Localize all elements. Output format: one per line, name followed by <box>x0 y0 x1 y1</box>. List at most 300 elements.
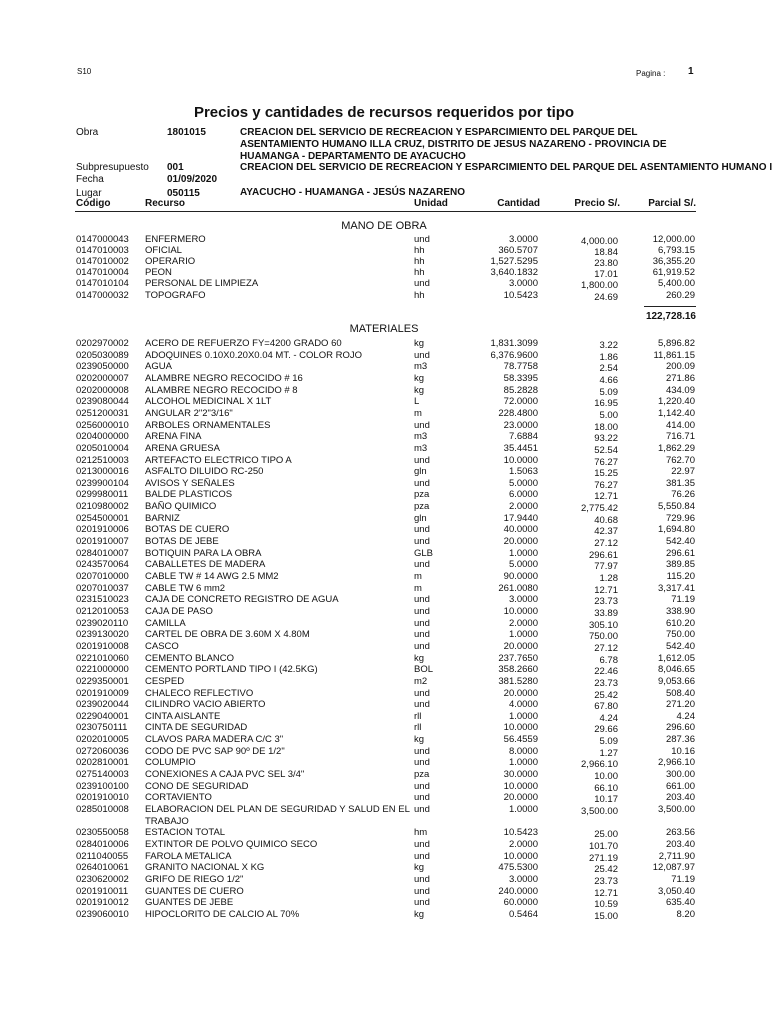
table-row <box>0 897 768 911</box>
resource-price: 24.69 <box>594 291 618 303</box>
resource-price: 33.89 <box>594 607 618 619</box>
resource-quantity: 90.0000 <box>503 571 538 582</box>
resource-code: 0264010061 <box>76 862 129 874</box>
resource-price: 2,775.42 <box>581 503 618 515</box>
resource-code: 0221000000 <box>76 664 129 676</box>
resource-code: 0205010004 <box>76 442 129 454</box>
resource-code: 0147010004 <box>76 267 129 279</box>
resource-price: 23.73 <box>594 596 618 608</box>
resource-unit: m3 <box>414 442 428 454</box>
resource-name: ELABORACION DEL PLAN DE SEGURIDAD Y SALUD EN EL <box>145 804 410 815</box>
table-row <box>0 524 768 538</box>
resource-price: 305.10 <box>588 619 618 631</box>
resource-partial: 200.09 <box>665 361 695 373</box>
resource-quantity: 10.5423 <box>503 827 538 839</box>
resource-price: 6.78 <box>599 654 618 666</box>
resource-name: TOPOGRAFO <box>145 289 206 301</box>
resource-name: TRABAJO <box>145 815 189 827</box>
resource-code: 0211040055 <box>76 850 129 862</box>
resource-name: CLAVOS PARA MADERA C/C 3" <box>145 734 284 746</box>
resource-quantity: 10.0000 <box>503 454 538 466</box>
resource-name: CEMENTO BLANCO <box>145 652 235 664</box>
table-row <box>0 583 768 594</box>
resource-quantity: 228.4800 <box>498 407 538 419</box>
section-title-materiales: MATERIALES <box>349 323 419 335</box>
table-row <box>0 757 768 771</box>
resource-partial: 76.26 <box>671 489 695 501</box>
resource-partial: 12,000.00 <box>652 234 695 245</box>
fecha-value: 01/09/2020 <box>167 174 218 185</box>
resource-partial: 287.36 <box>665 734 695 746</box>
resource-unit: und <box>414 885 430 897</box>
resource-name: CASCO <box>145 640 179 652</box>
resource-quantity: 20.0000 <box>503 792 538 804</box>
section-title-mano-de-obra: MANO DE OBRA <box>341 220 427 232</box>
resource-quantity: 7.6884 <box>508 431 538 443</box>
resource-name: ALCOHOL MEDICINAL X 1LT <box>145 396 272 408</box>
resource-partial: 8.20 <box>676 908 695 920</box>
resource-quantity: 72.0000 <box>503 396 538 408</box>
resource-unit: gln <box>414 512 427 524</box>
table-row <box>0 629 768 643</box>
resource-name: CAJA DE PASO <box>145 605 213 617</box>
table-row <box>0 641 768 652</box>
resource-unit: und <box>414 897 430 909</box>
resource-code: 0230550058 <box>76 827 129 839</box>
resource-price: 10.00 <box>594 771 618 783</box>
resource-price: 40.68 <box>594 514 618 526</box>
table-row <box>0 862 768 876</box>
resource-name: BAÑO QUIMICO <box>145 501 217 513</box>
table-row <box>0 431 768 445</box>
table-row <box>0 886 768 897</box>
resource-partial: 22.97 <box>671 466 695 478</box>
resource-quantity: 1,831.3099 <box>490 338 538 349</box>
resource-name: ACERO DE REFUERZO FY=4200 GRADO 60 <box>145 338 342 349</box>
resource-unit: pza <box>414 501 430 513</box>
table-row <box>0 350 768 361</box>
resource-price: 25.00 <box>594 829 618 841</box>
table-row <box>0 443 768 454</box>
resource-price: 5.09 <box>599 386 618 398</box>
resource-name: BALDE PLASTICOS <box>145 489 233 501</box>
resource-code: 0205030089 <box>76 349 129 361</box>
resource-price: 296.61 <box>588 549 618 561</box>
column-header-partial: Parcial S/. <box>648 198 696 209</box>
table-row <box>0 290 768 301</box>
table-row <box>0 664 768 678</box>
resource-unit: und <box>414 687 430 699</box>
resource-quantity: 2.0000 <box>508 617 538 629</box>
subpresupuesto-label: Subpresupuesto <box>76 162 149 173</box>
table-row <box>0 278 768 292</box>
resource-quantity: 56.4559 <box>503 734 538 746</box>
table-row <box>0 478 768 489</box>
resource-name: EXTINTOR DE POLVO QUIMICO SECO <box>145 838 318 850</box>
resource-code: 0239020110 <box>76 617 129 629</box>
resource-code: 0239130020 <box>76 629 129 641</box>
resource-partial: 6,793.15 <box>658 245 695 257</box>
resource-name: ARTEFACTO ELECTRICO TIPO A <box>145 454 292 466</box>
resource-code: 0210980002 <box>76 501 129 513</box>
resource-unit: rll <box>414 722 422 734</box>
resource-unit: und <box>414 349 430 361</box>
table-row <box>0 513 768 524</box>
table-row <box>0 361 768 375</box>
resource-code: 0285010008 <box>76 804 129 815</box>
resource-code: 0251200031 <box>76 407 129 419</box>
obra-label: Obra <box>76 127 99 138</box>
resource-unit: und <box>414 780 430 792</box>
resource-quantity: 381.5280 <box>498 675 538 687</box>
resource-code: 0284010006 <box>76 838 129 850</box>
resource-partial: 542.40 <box>665 640 695 652</box>
resource-unit: m <box>414 582 422 594</box>
resource-code: 0201910006 <box>76 524 129 536</box>
table-row <box>0 816 768 827</box>
resource-quantity: 20.0000 <box>503 687 538 699</box>
resource-code: 0239060010 <box>76 908 129 920</box>
resource-code: 0201910007 <box>76 536 129 548</box>
resource-quantity: 6.0000 <box>508 489 538 501</box>
resource-quantity: 6,376.9600 <box>490 349 538 361</box>
resource-code: 0239080044 <box>76 396 129 408</box>
resource-code: 0256000010 <box>76 419 129 431</box>
resource-code: 0272060036 <box>76 745 129 757</box>
resource-unit: und <box>414 617 430 629</box>
table-row <box>0 466 768 480</box>
resource-partial: 610.20 <box>665 617 695 629</box>
resource-quantity: 78.7758 <box>503 361 538 373</box>
resource-unit: kg <box>414 908 425 920</box>
resource-name: CINTA AISLANTE <box>145 710 221 722</box>
resource-partial: 729.96 <box>665 512 695 524</box>
resource-code: 0201910009 <box>76 687 129 699</box>
resource-unit: hh <box>414 245 425 257</box>
resource-price: 76.27 <box>594 479 618 491</box>
subtotal-divider <box>644 306 696 307</box>
table-row <box>0 245 768 259</box>
resource-price: 27.12 <box>594 538 618 550</box>
resource-price: 23.80 <box>594 258 618 270</box>
resource-partial: 1,862.29 <box>658 442 695 454</box>
resource-name: CHALECO REFLECTIVO <box>145 687 254 699</box>
resource-unit: m <box>414 571 422 582</box>
resource-quantity: 3.0000 <box>508 278 538 290</box>
header-divider <box>75 211 696 212</box>
resource-code: 0207010037 <box>76 582 129 594</box>
resource-price: 4,000.00 <box>581 236 618 247</box>
table-row <box>0 267 768 281</box>
resource-quantity: 3.0000 <box>508 234 538 245</box>
resource-name: GUANTES DE JEBE <box>145 897 234 909</box>
resource-name: ADOQUINES 0.10X0.20X0.04 MT. - COLOR ROJO <box>145 349 362 361</box>
resource-partial: 260.29 <box>665 289 695 301</box>
resource-partial: 296.60 <box>665 722 695 734</box>
resource-partial: 300.00 <box>665 769 695 781</box>
resource-price: 18.00 <box>594 421 618 433</box>
resource-partial: 434.09 <box>665 384 695 396</box>
column-header-unit: Unidad <box>414 198 448 209</box>
resource-quantity: 2.0000 <box>508 838 538 850</box>
resource-quantity: 3.0000 <box>508 594 538 606</box>
resource-code: 0201910008 <box>76 640 129 652</box>
subpresupuesto-code: 001 <box>167 162 184 173</box>
resource-code: 0202000007 <box>76 372 129 384</box>
resource-unit: kg <box>414 734 425 746</box>
resource-partial: 3,500.00 <box>658 804 695 815</box>
resource-code: 0207010000 <box>76 571 129 582</box>
resource-quantity: 3.0000 <box>508 873 538 885</box>
resource-partial: 271.86 <box>665 372 695 384</box>
resource-partial: 263.56 <box>665 827 695 839</box>
resource-code: 0201910012 <box>76 897 129 909</box>
resource-partial: 1,142.40 <box>658 407 695 419</box>
resource-price: 27.12 <box>594 642 618 654</box>
resource-unit: und <box>414 605 430 617</box>
resource-quantity: 8.0000 <box>508 745 538 757</box>
resource-price: 22.46 <box>594 666 618 678</box>
resource-name: OFICIAL <box>145 245 182 257</box>
resource-code: 0202810001 <box>76 757 129 769</box>
resource-quantity: 1,527.5295 <box>490 256 538 268</box>
resource-unit: kg <box>414 338 425 349</box>
resource-quantity: 60.0000 <box>503 897 538 909</box>
resource-unit: und <box>414 234 430 245</box>
resource-code: 0202970002 <box>76 338 129 349</box>
resource-quantity: 1.0000 <box>508 757 538 769</box>
table-row <box>0 338 768 349</box>
resource-name: CEMENTO PORTLAND TIPO I (42.5KG) <box>145 664 318 676</box>
table-row <box>0 676 768 687</box>
resource-name: GRANITO NACIONAL X KG <box>145 862 265 874</box>
resource-code: 0239900104 <box>76 477 129 489</box>
table-row <box>0 699 768 713</box>
resource-name: CODO DE PVC SAP 90º DE 1/2" <box>145 745 285 757</box>
resource-price: 271.19 <box>588 852 618 864</box>
resource-name: OPERARIO <box>145 256 196 268</box>
resource-partial: 8,046.65 <box>658 664 695 676</box>
table-row <box>0 792 768 806</box>
table-row <box>0 455 768 466</box>
resource-quantity: 475.5300 <box>498 862 538 874</box>
mano-de-obra-subtotal: 122,728.16 <box>645 311 696 322</box>
column-header-price: Precio S/. <box>574 198 620 209</box>
resource-price: 1.28 <box>599 573 618 584</box>
resource-price: 12.71 <box>594 584 618 596</box>
page-title: Precios y cantidades de recursos requeridos por tipo <box>193 104 575 121</box>
resource-name: PEON <box>145 267 172 279</box>
resource-unit: kg <box>414 652 425 664</box>
resource-code: 0284010007 <box>76 547 129 559</box>
resource-quantity: 10.0000 <box>503 780 538 792</box>
resource-code: 0204000000 <box>76 431 129 443</box>
obra-code: 1801015 <box>167 127 206 138</box>
resource-partial: 762.70 <box>665 454 695 466</box>
resource-code: 0201910011 <box>76 885 129 897</box>
resource-unit: und <box>414 454 430 466</box>
resource-price: 10.59 <box>594 899 618 911</box>
resource-code: 0201910010 <box>76 792 129 804</box>
table-row <box>0 536 768 550</box>
resource-partial: 36,355.20 <box>652 256 695 268</box>
resource-partial: 12,087.97 <box>652 862 695 874</box>
table-row <box>0 909 768 920</box>
resource-price: 3.22 <box>599 340 618 351</box>
lugar-label: Lugar <box>76 188 102 199</box>
obra-description: CREACION DEL SERVICIO DE RECREACION Y ESPARCIMIENTO DEL PARQUE DEL ASENTAMIENTO HUMANO ILLA CRUZ, DISTRITO DE JESUS NAZARENO - PROVINCIA DE HUAMANGA - DEPARTAMENTO DE AYACUCHO <box>240 127 667 162</box>
resource-code: 0212510003 <box>76 454 129 466</box>
resource-unit: pza <box>414 769 430 781</box>
resource-quantity: 30.0000 <box>503 769 538 781</box>
resource-name: BOTAS DE JEBE <box>145 536 219 548</box>
resource-name: CILINDRO VACIO ABIERTO <box>145 699 266 711</box>
report-code: S10 <box>77 67 92 76</box>
table-row <box>0 408 768 419</box>
resource-code: 0229350001 <box>76 675 129 687</box>
resource-quantity: 5.0000 <box>508 559 538 571</box>
table-row <box>0 606 768 617</box>
resource-partial: 1,612.05 <box>658 652 695 664</box>
resource-partial: 4.24 <box>676 710 695 722</box>
resource-code: 0239100100 <box>76 780 129 792</box>
resource-price: 4.24 <box>599 712 618 724</box>
table-row <box>0 571 768 582</box>
table-row <box>0 851 768 862</box>
table-row <box>0 256 768 270</box>
page-label: Pagina : <box>636 69 666 78</box>
resource-price: 18.84 <box>594 247 618 259</box>
resource-price: 12.71 <box>594 491 618 503</box>
resource-unit: GLB <box>414 547 434 559</box>
table-row <box>0 373 768 384</box>
resource-code: 0213000016 <box>76 466 129 478</box>
resource-partial: 296.61 <box>665 547 695 559</box>
resource-name: CAMILLA <box>145 617 186 629</box>
resource-price: 15.25 <box>594 468 618 480</box>
table-row <box>0 594 768 608</box>
resource-code: 0230620002 <box>76 873 129 885</box>
resource-unit: kg <box>414 862 425 874</box>
resource-partial: 11,861.15 <box>653 349 695 361</box>
resource-name: CORTAVIENTO <box>145 792 212 804</box>
resource-unit: und <box>414 640 430 652</box>
resource-code: 0239020044 <box>76 699 129 711</box>
resource-partial: 338.90 <box>665 605 695 617</box>
resource-quantity: 240.0000 <box>498 885 538 897</box>
resource-unit: m3 <box>414 431 428 443</box>
table-row <box>0 722 768 736</box>
resource-partial: 271.20 <box>665 699 695 711</box>
resource-unit: und <box>414 536 430 548</box>
resource-code: 0299980011 <box>76 489 129 501</box>
resource-name: ESTACION TOTAL <box>145 827 226 839</box>
resource-price: 15.00 <box>594 910 618 922</box>
resource-partial: 414.00 <box>665 419 695 431</box>
resource-name: AVISOS Y SEÑALES <box>145 477 235 489</box>
resource-quantity: 40.0000 <box>503 524 538 536</box>
resource-price: 101.70 <box>588 840 618 852</box>
resource-unit: kg <box>414 384 425 396</box>
resource-price: 25.42 <box>594 689 618 701</box>
resource-price: 93.22 <box>594 433 618 445</box>
resource-quantity: 1.0000 <box>508 547 538 559</box>
resource-partial: 389.85 <box>665 559 695 571</box>
resource-unit: hh <box>414 267 425 279</box>
resource-partial: 1,220.40 <box>658 396 695 408</box>
resource-price: 29.66 <box>594 724 618 736</box>
resource-price: 42.37 <box>594 526 618 538</box>
column-header-code: Código <box>76 198 111 209</box>
resource-unit: gln <box>414 466 427 478</box>
resource-name: CINTA DE SEGURIDAD <box>145 722 248 734</box>
resource-partial: 661.00 <box>665 780 695 792</box>
resource-price: 4.66 <box>599 374 618 386</box>
resource-name: AGUA <box>145 361 172 373</box>
resource-name: BARNIZ <box>145 512 180 524</box>
resource-name: BOTAS DE CUERO <box>145 524 230 536</box>
resource-code: 0231510023 <box>76 594 129 606</box>
resource-partial: 508.40 <box>665 687 695 699</box>
resource-unit: und <box>414 699 430 711</box>
column-header-resource: Recurso <box>145 198 186 209</box>
resource-unit: m3 <box>414 361 428 373</box>
table-row <box>0 559 768 573</box>
resource-partial: 2,966.10 <box>658 757 695 769</box>
resource-unit: und <box>414 745 430 757</box>
resource-partial: 3,050.40 <box>658 885 695 897</box>
resource-name: BOTIQUIN PARA LA OBRA <box>145 547 262 559</box>
resource-partial: 71.19 <box>671 873 695 885</box>
resource-partial: 381.35 <box>665 477 695 489</box>
resource-quantity: 20.0000 <box>503 536 538 548</box>
resource-unit: L <box>414 396 420 408</box>
resource-quantity: 20.0000 <box>503 640 538 652</box>
resource-code: 0230750111 <box>76 722 128 734</box>
resource-price: 5.09 <box>599 736 618 748</box>
resource-name: ARENA FINA <box>145 431 202 443</box>
resource-unit: und <box>414 477 430 489</box>
resource-partial: 635.40 <box>665 897 695 909</box>
resource-partial: 3,317.41 <box>658 582 695 594</box>
resource-code: 0147000043 <box>76 234 129 245</box>
resource-quantity: 0.5464 <box>508 908 538 920</box>
resource-price: 1.86 <box>599 351 618 363</box>
resource-unit: und <box>414 873 430 885</box>
resource-price: 2,966.10 <box>581 759 618 771</box>
resource-unit: m <box>414 407 422 419</box>
resource-unit: hm <box>414 827 428 839</box>
resource-price: 67.80 <box>594 701 618 713</box>
resource-code: 0243570064 <box>76 559 129 571</box>
resource-code: 0202000008 <box>76 384 129 396</box>
resource-quantity: 1.0000 <box>508 804 538 815</box>
resource-name: CABLE TW 6 mm2 <box>145 582 226 594</box>
resource-unit: und <box>414 757 430 769</box>
resource-quantity: 1.0000 <box>508 629 538 641</box>
resource-unit: kg <box>414 372 425 384</box>
table-row <box>0 396 768 410</box>
resource-unit: und <box>414 278 430 290</box>
table-row <box>0 839 768 850</box>
page-number: 1 <box>688 66 694 77</box>
resource-name: ARBOLES ORNAMENTALES <box>145 419 271 431</box>
table-row <box>0 653 768 664</box>
resource-price: 16.95 <box>594 398 618 410</box>
resource-price: 17.01 <box>594 269 618 281</box>
resource-quantity: 1.0000 <box>508 710 538 722</box>
resource-name: ALAMBRE NEGRO RECOCIDO # 16 <box>145 372 303 384</box>
